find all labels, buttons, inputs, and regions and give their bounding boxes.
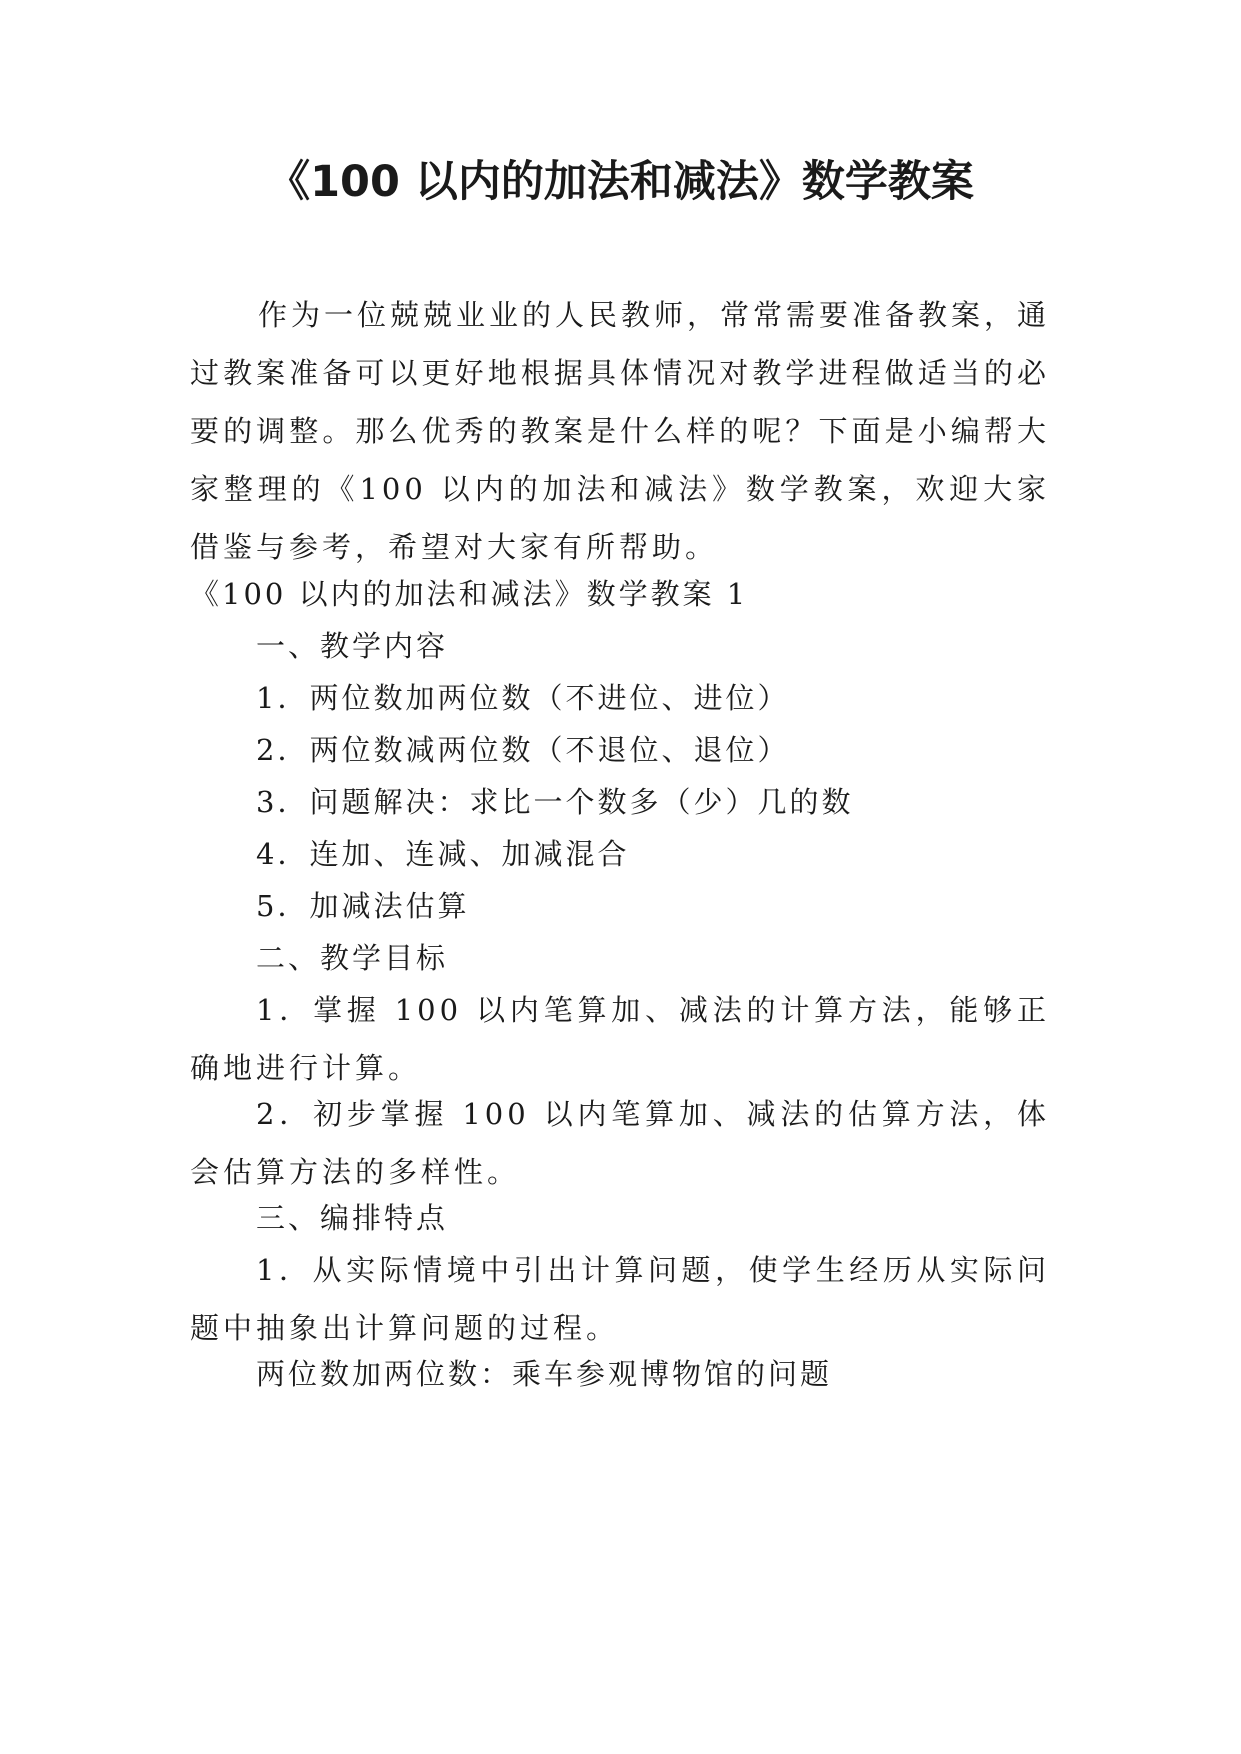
heading-arrangement: 三、编排特点 xyxy=(256,1201,449,1235)
section-title: 《100 以内的加法和减法》数学教案 1 xyxy=(190,577,749,611)
content-item-3: 3．问题解决：求比一个数多（少）几的数 xyxy=(256,785,854,819)
feature-1-example: 两位数加两位数：乘车参观博物馆的问题 xyxy=(256,1357,833,1391)
feature-1: 1．从实际情境中引出计算问题，使学生经历从实际问题中抽象出计算问题的过程。 xyxy=(190,1253,1050,1345)
content-item-5: 5．加减法估算 xyxy=(256,889,470,923)
document-title: 《100 以内的加法和减法》数学教案 xyxy=(267,157,974,207)
goal-2: 2．初步掌握 100 以内笔算加、减法的估算方法，体会估算方法的多样性。 xyxy=(190,1097,1050,1189)
goal-1: 1．掌握 100 以内笔算加、减法的计算方法，能够正确地进行计算。 xyxy=(190,993,1050,1085)
heading-teaching-goals: 二、教学目标 xyxy=(256,941,449,975)
content-item-2: 2．两位数减两位数（不退位、退位） xyxy=(256,733,790,767)
content-item-4: 4．连加、连减、加减混合 xyxy=(256,837,630,871)
content-item-1: 1．两位数加两位数（不进位、进位） xyxy=(256,681,790,715)
intro-paragraph: 作为一位兢兢业业的人民教师，常常需要准备教案，通过教案准备可以更好地根据具体情况对教学进程做适当的必要的调整。那么优秀的教案是什么样的呢？下面是小编帮大家整理的《100 以内的加法和减法》数学教案，欢迎大家借鉴与参考，希望对大家有所帮助。 xyxy=(190,298,1051,564)
heading-teaching-content: 一、教学内容 xyxy=(256,629,449,663)
